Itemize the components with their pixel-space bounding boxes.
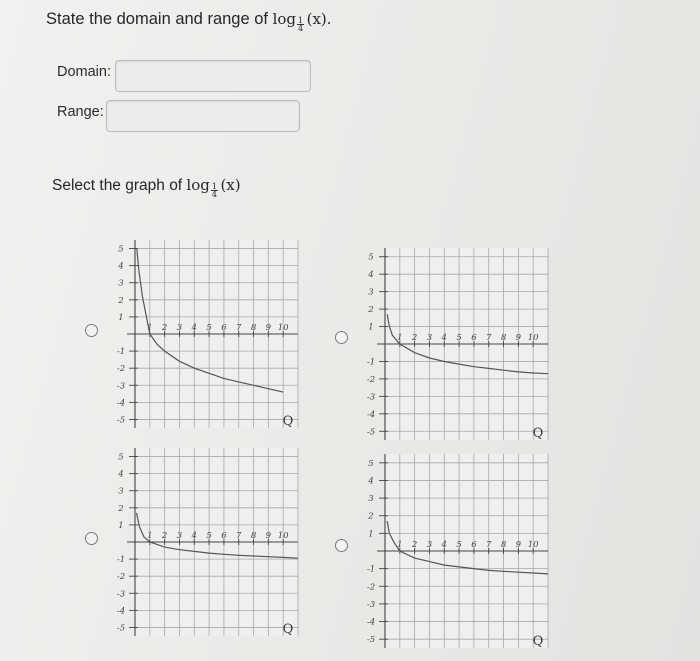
graph-option-c-radio[interactable] — [85, 532, 98, 545]
x-tick-label: 1 — [147, 323, 153, 333]
x-tick-label: 2 — [161, 531, 168, 541]
y-tick-label: -2 — [366, 582, 376, 593]
domain-input[interactable] — [115, 60, 311, 92]
y-tick-label: 5 — [118, 244, 124, 255]
x-tick-label: 3 — [426, 540, 433, 550]
x-tick-label: 5 — [456, 333, 462, 343]
select-graph-prompt: Select the graph of log $\frac{1}{4}$ (x) — [52, 176, 241, 199]
y-tick-label: 5 — [118, 452, 124, 463]
zoom-icon: Q — [532, 426, 544, 441]
x-tick-label: 6 — [221, 531, 227, 541]
x-tick-label: 8 — [250, 323, 257, 333]
y-tick-label: -3 — [366, 392, 376, 403]
y-tick-label: 4 — [368, 270, 374, 281]
y-tick-label: -3 — [366, 599, 376, 610]
x-tick-label: 6 — [471, 333, 477, 343]
y-tick-label: 5 — [368, 458, 374, 469]
graph-option-b[interactable] — [355, 240, 555, 444]
y-tick-label: -4 — [116, 606, 126, 617]
y-tick-label: 2 — [118, 295, 124, 306]
x-tick-label: 9 — [265, 531, 272, 541]
y-tick-label: 1 — [118, 312, 124, 323]
x-tick-label: 9 — [515, 540, 522, 550]
y-tick-label: 3 — [118, 278, 124, 289]
range-label: Range: — [57, 104, 104, 120]
x-tick-label: 10 — [527, 540, 539, 550]
zoom-icon: Q — [282, 622, 294, 637]
y-tick-label: -4 — [116, 398, 126, 409]
y-tick-label: -5 — [116, 415, 126, 426]
x-tick-label: 3 — [176, 323, 183, 333]
y-tick-label: -2 — [116, 572, 126, 583]
x-tick-label: 7 — [486, 540, 492, 550]
graph-option-d[interactable] — [355, 446, 555, 652]
x-tick-label: 2 — [411, 540, 418, 550]
x-tick-label: 10 — [527, 333, 539, 343]
y-tick-label: 2 — [368, 305, 374, 316]
y-tick-label: 5 — [368, 252, 374, 263]
x-tick-label: 1 — [397, 540, 403, 550]
y-tick-label: -1 — [116, 555, 126, 566]
x-tick-label: 9 — [515, 333, 522, 343]
y-tick-label: -4 — [366, 617, 376, 628]
x-tick-label: 7 — [486, 333, 492, 343]
y-tick-label: 1 — [118, 520, 124, 531]
graph-option-a[interactable] — [105, 232, 305, 432]
x-tick-label: 8 — [500, 333, 507, 343]
y-tick-label: 3 — [118, 486, 124, 497]
y-tick-label: 1 — [368, 322, 374, 333]
y-tick-label: 2 — [118, 503, 124, 514]
y-tick-label: 3 — [368, 287, 374, 298]
y-tick-label: -1 — [366, 564, 376, 575]
y-tick-label: -2 — [366, 374, 376, 385]
y-tick-label: -1 — [116, 347, 126, 358]
x-tick-label: 4 — [441, 333, 447, 343]
graph-option-d-radio[interactable] — [335, 539, 348, 552]
y-tick-label: -1 — [366, 357, 376, 368]
graph-option-c[interactable] — [105, 440, 305, 640]
x-tick-label: 5 — [206, 531, 212, 541]
y-tick-label: -4 — [366, 409, 376, 420]
x-tick-label: 6 — [471, 540, 477, 550]
x-tick-label: 1 — [147, 531, 153, 541]
y-tick-label: -3 — [116, 381, 126, 392]
domain-label: Domain: — [57, 64, 111, 80]
x-tick-label: 10 — [277, 323, 289, 333]
x-tick-label: 6 — [221, 323, 227, 333]
x-tick-label: 10 — [277, 531, 289, 541]
y-tick-label: 3 — [368, 494, 374, 505]
graph-option-b-radio[interactable] — [335, 331, 348, 344]
y-tick-label: -2 — [116, 364, 126, 375]
x-tick-label: 2 — [411, 333, 418, 343]
y-tick-label: -5 — [116, 623, 126, 634]
x-tick-label: 4 — [191, 323, 197, 333]
x-tick-label: 5 — [456, 540, 462, 550]
question-text: State the domain and range of log $\frac{1}{4}$ (x). — [46, 10, 332, 33]
y-tick-label: -5 — [366, 427, 376, 438]
y-tick-label: 2 — [368, 511, 374, 522]
y-tick-label: 4 — [118, 469, 124, 480]
y-tick-label: -3 — [116, 589, 126, 600]
y-tick-label: 4 — [118, 261, 124, 272]
x-tick-label: 7 — [236, 323, 242, 333]
zoom-icon: Q — [532, 634, 544, 649]
graph-option-a-radio[interactable] — [85, 324, 98, 337]
x-tick-label: 5 — [206, 323, 212, 333]
x-tick-label: 8 — [250, 531, 257, 541]
x-tick-label: 9 — [265, 323, 272, 333]
x-tick-label: 1 — [397, 333, 403, 343]
x-tick-label: 7 — [236, 531, 242, 541]
x-tick-label: 4 — [441, 540, 447, 550]
zoom-icon: Q — [282, 414, 294, 429]
range-input[interactable] — [106, 100, 300, 132]
y-tick-label: 1 — [368, 529, 374, 540]
y-tick-label: 4 — [368, 476, 374, 487]
x-tick-label: 3 — [426, 333, 433, 343]
x-tick-label: 3 — [176, 531, 183, 541]
x-tick-label: 8 — [500, 540, 507, 550]
x-tick-label: 2 — [161, 323, 168, 333]
x-tick-label: 4 — [191, 531, 197, 541]
y-tick-label: -5 — [366, 635, 376, 646]
